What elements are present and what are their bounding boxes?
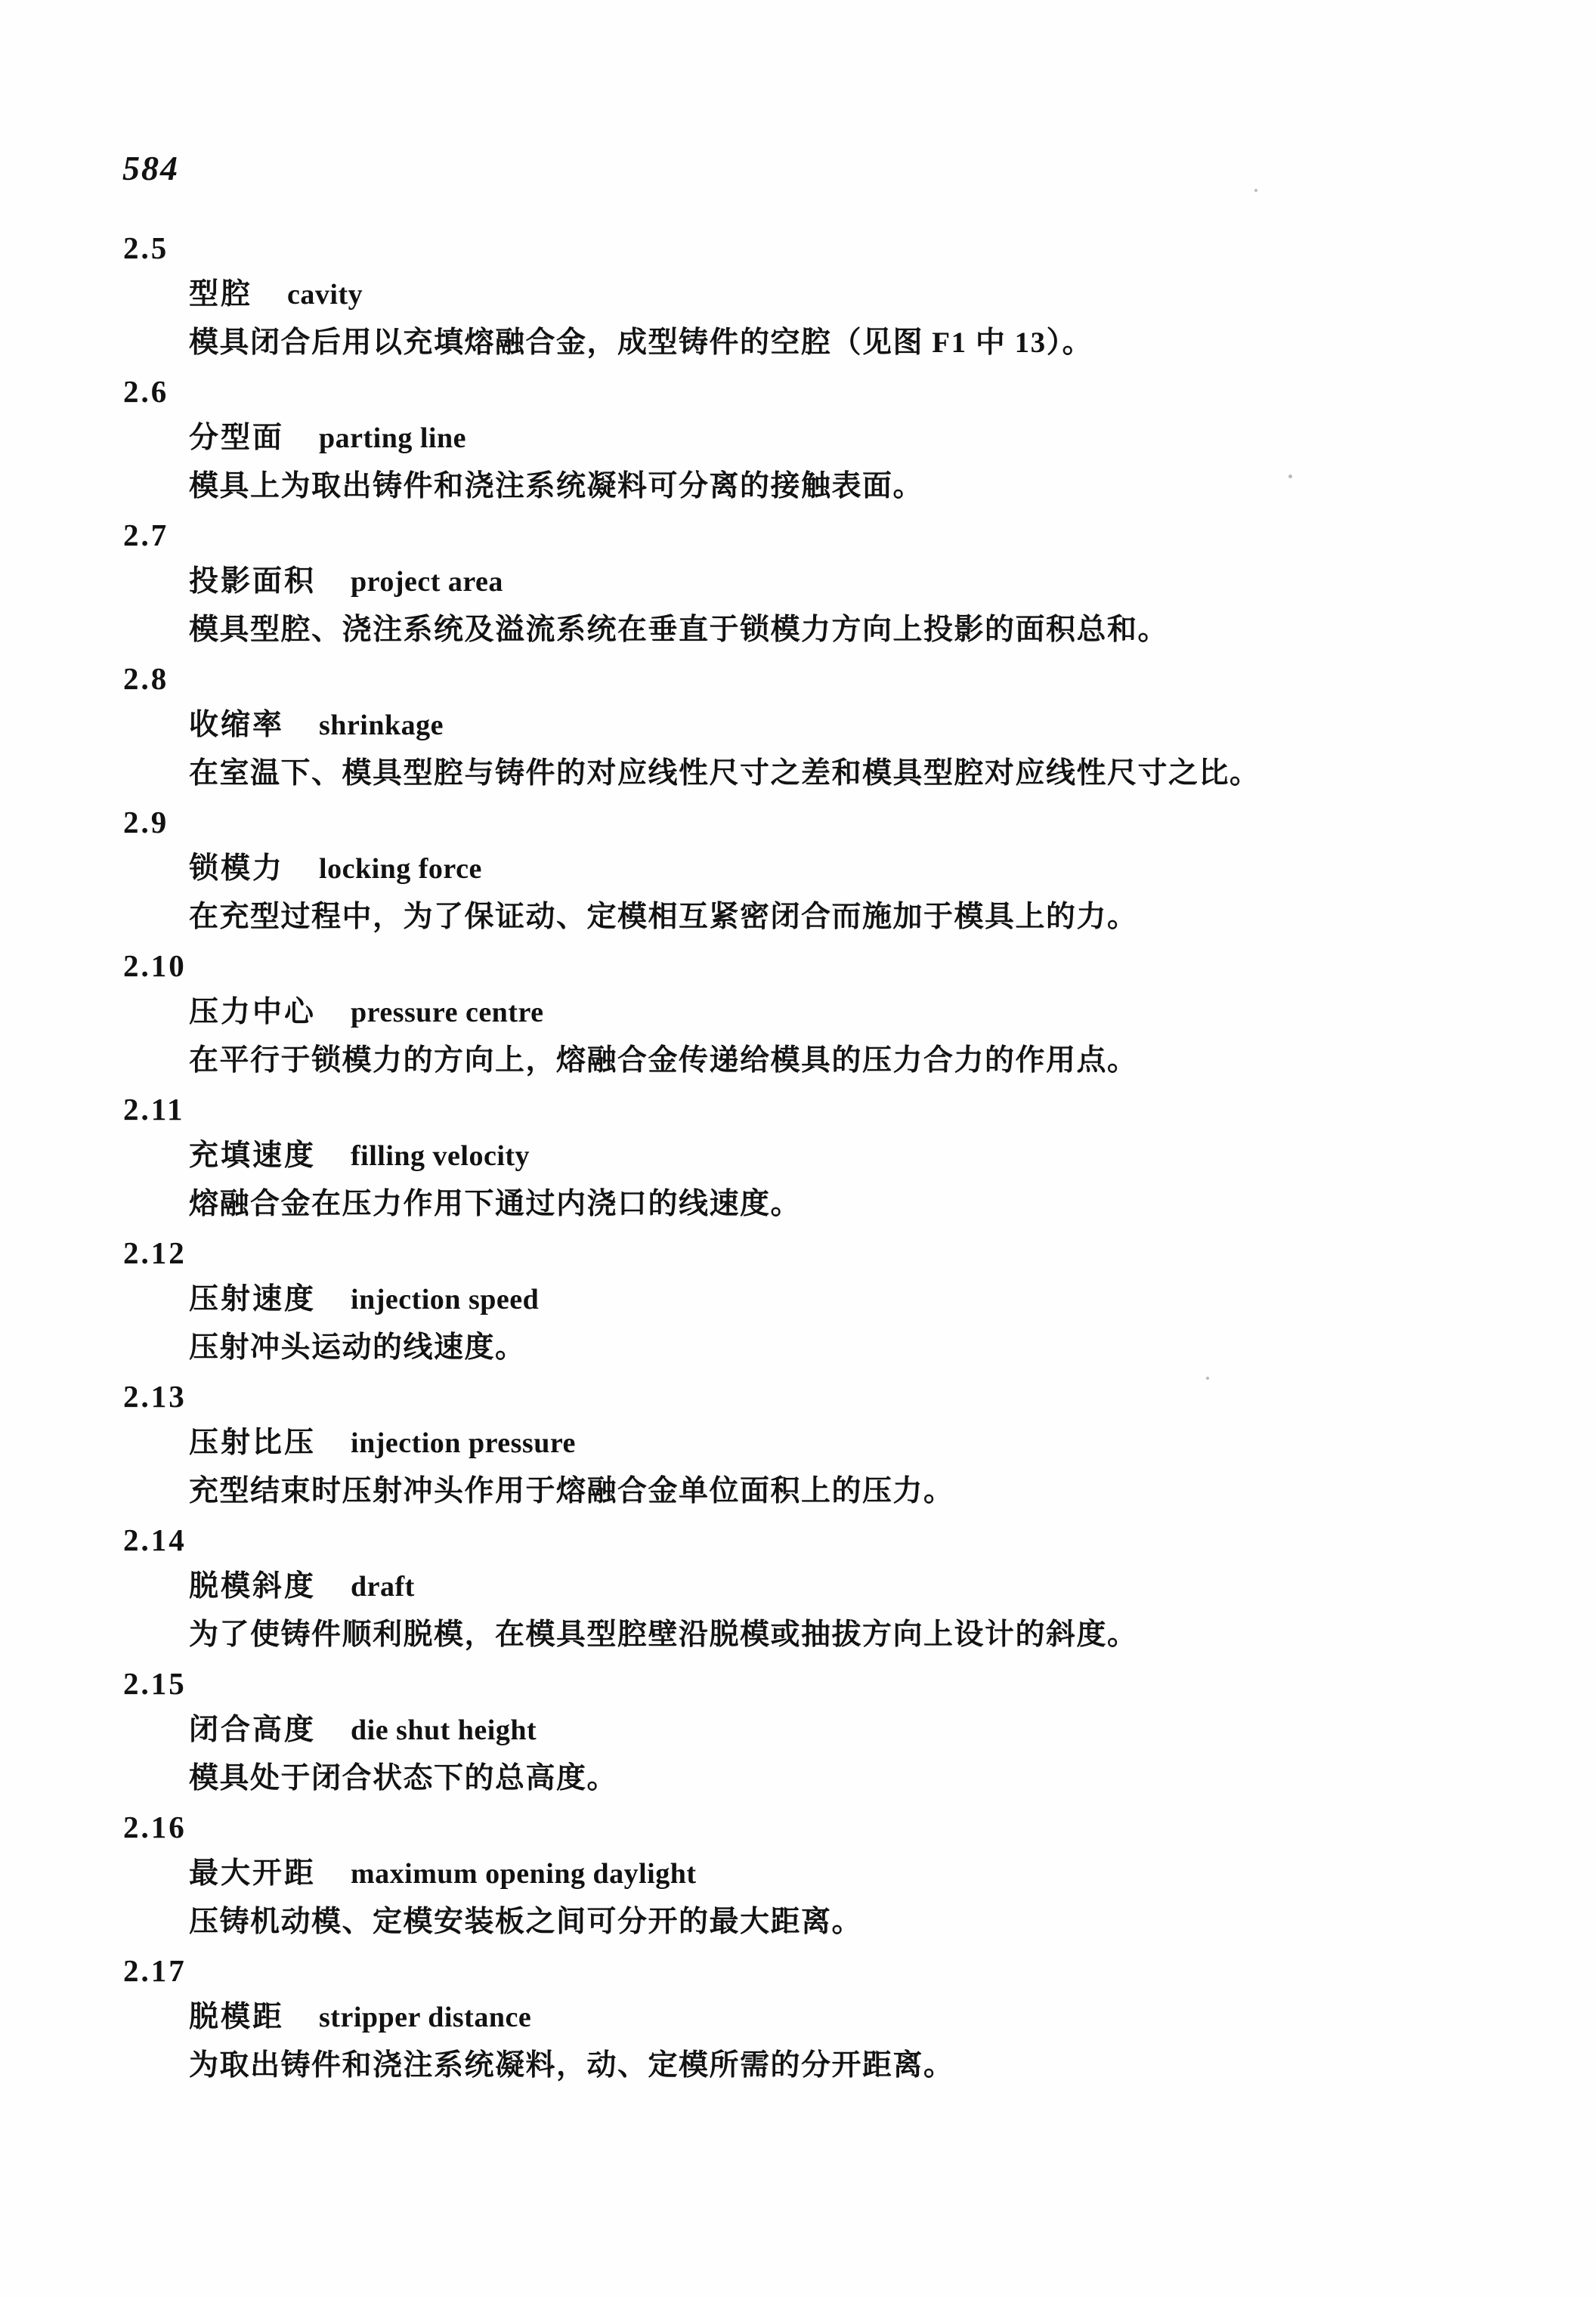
section-number: 2.14 bbox=[123, 1523, 187, 1557]
scan-speckle bbox=[1206, 1377, 1209, 1380]
term-section bbox=[0, 662, 1596, 805]
term-english: cavity bbox=[287, 279, 363, 311]
term-definition: 在平行于锁模力的方向上，熔融合金传递给模具的压力合力的作用点。 bbox=[189, 1044, 1138, 1077]
section-number: 2.7 bbox=[123, 518, 169, 552]
section-number: 2.9 bbox=[123, 805, 169, 839]
section-number: 2.12 bbox=[123, 1235, 187, 1270]
term-line bbox=[189, 854, 482, 883]
term-line bbox=[189, 423, 466, 453]
term-definition: 为取出铸件和浇注系统凝料，动、定模所需的分开距离。 bbox=[189, 2049, 954, 2082]
term-section bbox=[0, 231, 1596, 375]
term-chinese: 脱模斜度 bbox=[189, 1570, 317, 1603]
term-section bbox=[0, 1380, 1596, 1523]
term-line bbox=[189, 1428, 576, 1458]
term-chinese: 型腔 bbox=[189, 278, 253, 311]
term-english: draft bbox=[351, 1571, 415, 1603]
term-chinese: 最大开距 bbox=[189, 1857, 317, 1890]
term-line bbox=[189, 567, 503, 596]
term-section bbox=[0, 1236, 1596, 1380]
term-line bbox=[189, 280, 363, 309]
term-definition: 压射冲头运动的线速度。 bbox=[189, 1331, 526, 1364]
term-section bbox=[0, 1954, 1596, 2098]
term-chinese: 压射速度 bbox=[189, 1283, 317, 1315]
term-line bbox=[189, 997, 544, 1027]
term-definition: 模具上为取出铸件和浇注系统凝料可分离的接触表面。 bbox=[189, 470, 924, 502]
term-chinese: 脱模距 bbox=[189, 2001, 285, 2033]
section-number: 2.6 bbox=[123, 374, 169, 409]
section-number: 2.10 bbox=[123, 948, 187, 983]
section-number: 2.16 bbox=[123, 1810, 187, 1844]
term-english: parting line bbox=[319, 422, 466, 454]
term-english: die shut height bbox=[351, 1714, 537, 1746]
term-section bbox=[0, 805, 1596, 949]
term-chinese: 锁模力 bbox=[189, 852, 285, 885]
term-english: injection speed bbox=[351, 1284, 540, 1315]
term-chinese: 收缩率 bbox=[189, 709, 285, 741]
scan-speckle bbox=[1288, 475, 1292, 478]
term-section bbox=[0, 949, 1596, 1093]
section-number: 2.11 bbox=[123, 1092, 185, 1127]
term-definition: 在充型过程中，为了保证动、定模相互紧密闭合而施加于模具上的力。 bbox=[189, 901, 1138, 933]
term-english: stripper distance bbox=[319, 2002, 532, 2033]
term-english: locking force bbox=[319, 853, 482, 885]
term-section bbox=[0, 1523, 1596, 1667]
term-definition: 为了使铸件顺利脱模，在模具型腔壁沿脱模或抽拔方向上设计的斜度。 bbox=[189, 1618, 1138, 1651]
term-definition: 熔融合金在压力作用下通过内浇口的线速度。 bbox=[189, 1188, 802, 1220]
term-line bbox=[189, 1285, 539, 1314]
term-section bbox=[0, 1810, 1596, 1954]
term-english: injection pressure bbox=[351, 1427, 576, 1459]
term-chinese: 压力中心 bbox=[189, 996, 317, 1028]
term-definition: 压铸机动模、定模安装板之间可分开的最大距离。 bbox=[189, 1906, 863, 1938]
term-section bbox=[0, 518, 1596, 662]
section-number: 2.5 bbox=[123, 230, 169, 265]
term-section bbox=[0, 1667, 1596, 1810]
section-number: 2.13 bbox=[123, 1379, 187, 1414]
term-definition: 充型结束时压射冲头作用于熔融合金单位面积上的压力。 bbox=[189, 1475, 954, 1507]
term-definition: 模具闭合后用以充填熔融合金，成型铸件的空腔（见图 F1 中 13）。 bbox=[189, 326, 1093, 359]
page-number: 584 bbox=[122, 149, 179, 187]
terms-list bbox=[0, 231, 1596, 2098]
term-english: pressure centre bbox=[351, 997, 544, 1028]
term-chinese: 充填速度 bbox=[189, 1139, 317, 1172]
scan-speckle bbox=[1254, 189, 1257, 192]
term-definition: 模具型腔、浇注系统及溢流系统在垂直于锁模力方向上投影的面积总和。 bbox=[189, 614, 1169, 646]
term-line bbox=[189, 1859, 697, 1888]
term-line bbox=[189, 1572, 415, 1601]
term-line bbox=[189, 2002, 531, 2032]
term-line bbox=[189, 1141, 530, 1170]
term-chinese: 闭合高度 bbox=[189, 1714, 317, 1746]
term-english: shrinkage bbox=[319, 710, 444, 741]
term-definition: 模具处于闭合状态下的总高度。 bbox=[189, 1762, 618, 1795]
term-english: project area bbox=[351, 566, 503, 598]
term-english: maximum opening daylight bbox=[351, 1858, 697, 1890]
term-definition: 在室温下、模具型腔与铸件的对应线性尺寸之差和模具型腔对应线性尺寸之比。 bbox=[189, 757, 1260, 790]
term-line bbox=[189, 1715, 537, 1745]
section-number: 2.8 bbox=[123, 661, 169, 696]
term-section bbox=[0, 375, 1596, 518]
term-chinese: 分型面 bbox=[189, 422, 285, 454]
section-number: 2.17 bbox=[123, 1953, 187, 1988]
term-section bbox=[0, 1093, 1596, 1236]
term-chinese: 压射比压 bbox=[189, 1427, 317, 1459]
term-line bbox=[189, 710, 444, 740]
term-chinese: 投影面积 bbox=[189, 565, 317, 598]
section-number: 2.15 bbox=[123, 1666, 187, 1701]
term-english: filling velocity bbox=[351, 1140, 530, 1172]
